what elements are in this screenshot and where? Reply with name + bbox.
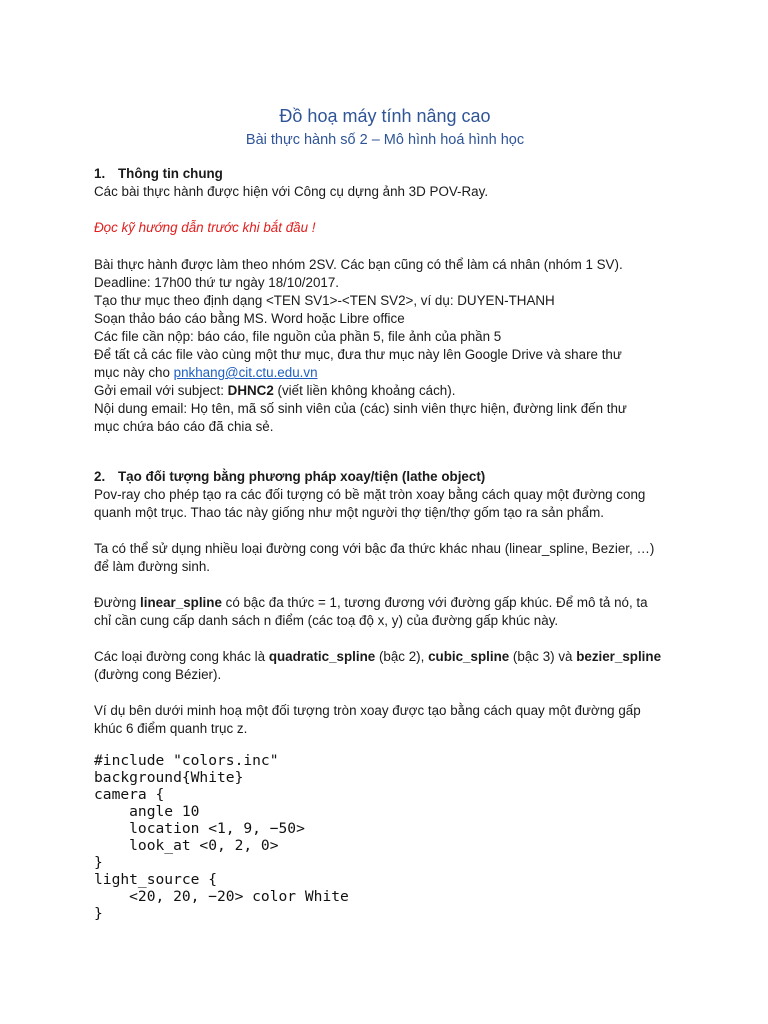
email-link[interactable]: pnkhang@cit.ctu.edu.vn (173, 365, 318, 380)
section-1-number: 1. (94, 166, 106, 181)
paragraph-line: chỉ cần cung cấp danh sách n điểm (các toạ độ x, y) của đường gấp khúc này. (94, 613, 559, 628)
section-1 (94, 165, 684, 201)
section-1-title: Thông tin chung (118, 166, 223, 181)
paragraph-3 (94, 594, 684, 630)
paragraph-line: Pov-ray cho phép tạo ra các đối tượng có bề mặt tròn xoay bằng cách quay một đường cong (94, 487, 646, 502)
paragraph-line: để làm đường sinh. (94, 559, 211, 574)
share-line (94, 364, 684, 382)
code-line: location <1, 9, −50> (94, 820, 305, 837)
code-line: background{White} (94, 769, 244, 786)
paragraph-2 (94, 540, 684, 576)
subject-code: DHNC2 (227, 383, 274, 398)
code-line: light_source { (94, 871, 218, 888)
detail-line: Các file cần nộp: báo cáo, file nguồn của phần 5, file ảnh của phần 5 (94, 329, 502, 344)
document-page (94, 0, 694, 1024)
section-2 (94, 468, 684, 522)
code-line: <20, 20, −20> color White (94, 888, 349, 905)
text-span: (bậc 2), (375, 649, 429, 664)
detail-line: Tạo thư mục theo định dạng <TEN SV1>-<TEN SV2>, ví dụ: DUYEN-THANH (94, 293, 555, 308)
detail-line: Bài thực hành được làm theo nhóm 2SV. Các bạn cũng có thể làm cá nhân (nhóm 1 SV). (94, 257, 623, 272)
keyword-quadratic-spline: quadratic_spline (268, 649, 376, 664)
page-subtitle: Bài thực hành số 2 – Mô hình hoá hình học (245, 132, 525, 148)
code-line: #include "colors.inc" (94, 752, 279, 769)
text-span: Các loại đường cong khác là (94, 649, 269, 664)
text-span: (bậc 3) và (509, 649, 577, 664)
code-line: camera { (94, 786, 165, 803)
paragraph-line (94, 648, 684, 666)
page-title: Đồ hoạ máy tính nâng cao (279, 106, 491, 126)
subject-line (94, 382, 684, 400)
paragraph-4 (94, 648, 684, 684)
paragraph-line: Ta có thể sử dụng nhiều loại đường cong với bậc đa thức khác nhau (linear_spline, Bezier, …) (94, 541, 655, 556)
keyword-linear-spline: linear_spline (140, 595, 222, 610)
code-line: look_at <0, 2, 0> (94, 837, 279, 854)
subject-suffix: (viết liền không khoảng cách). (273, 383, 456, 398)
section-1-heading (94, 165, 684, 183)
paragraph-line (94, 594, 684, 612)
text-span: Đường (94, 595, 141, 610)
code-line: } (94, 905, 103, 922)
paragraph-line: Ví dụ bên dưới minh hoạ một đối tượng tròn xoay được tạo bằng cách quay một đường gấp (94, 703, 641, 718)
detail-line: Soạn thảo báo cáo bằng MS. Word hoặc Libre office (94, 311, 405, 326)
paragraph-line: quanh một trục. Thao tác này giống như một người thợ tiện/thợ gốm tạo ra sản phẩm. (94, 505, 605, 520)
detail-line: Để tất cả các file vào cùng một thư mục, đưa thư mục này lên Google Drive và share thư (94, 347, 622, 362)
keyword-bezier-spline: bezier_spline (576, 649, 662, 664)
content-line: Nội dung email: Họ tên, mã số sinh viên của (các) sinh viên thực hiện, đường link đến thư (94, 401, 627, 416)
text-span: có bậc đa thức = 1, tương đương với đường gấp khúc. Để mô tả nó, ta (221, 595, 648, 610)
paragraph-line: (đường cong Bézier). (94, 667, 222, 682)
section-2-number: 2. (94, 469, 106, 484)
code-line: angle 10 (94, 803, 200, 820)
section-2-title: Tạo đối tượng bằng phương pháp xoay/tiện (lathe object) (118, 469, 486, 484)
content-line: mục chứa báo cáo đã chia sẻ. (94, 419, 274, 434)
paragraph-5 (94, 702, 684, 738)
section-2-heading (94, 468, 684, 486)
paragraph-line: khúc 6 điểm quanh trục z. (94, 721, 248, 736)
section-1-intro: Các bài thực hành được hiện với Công cụ dựng ảnh 3D POV-Ray. (94, 184, 489, 199)
code-block (94, 752, 349, 922)
detail-line: Deadline: 17h00 thứ tư ngày 18/10/2017. (94, 275, 340, 290)
section-1-details (94, 256, 684, 436)
subject-prefix: Gởi email với subject: (94, 383, 228, 398)
keyword-cubic-spline: cubic_spline (428, 649, 510, 664)
warning-note: Đọc kỹ hướng dẫn trước khi bắt đầu ! (94, 220, 316, 235)
code-line: } (94, 854, 103, 871)
share-prefix: mục này cho (94, 365, 174, 380)
